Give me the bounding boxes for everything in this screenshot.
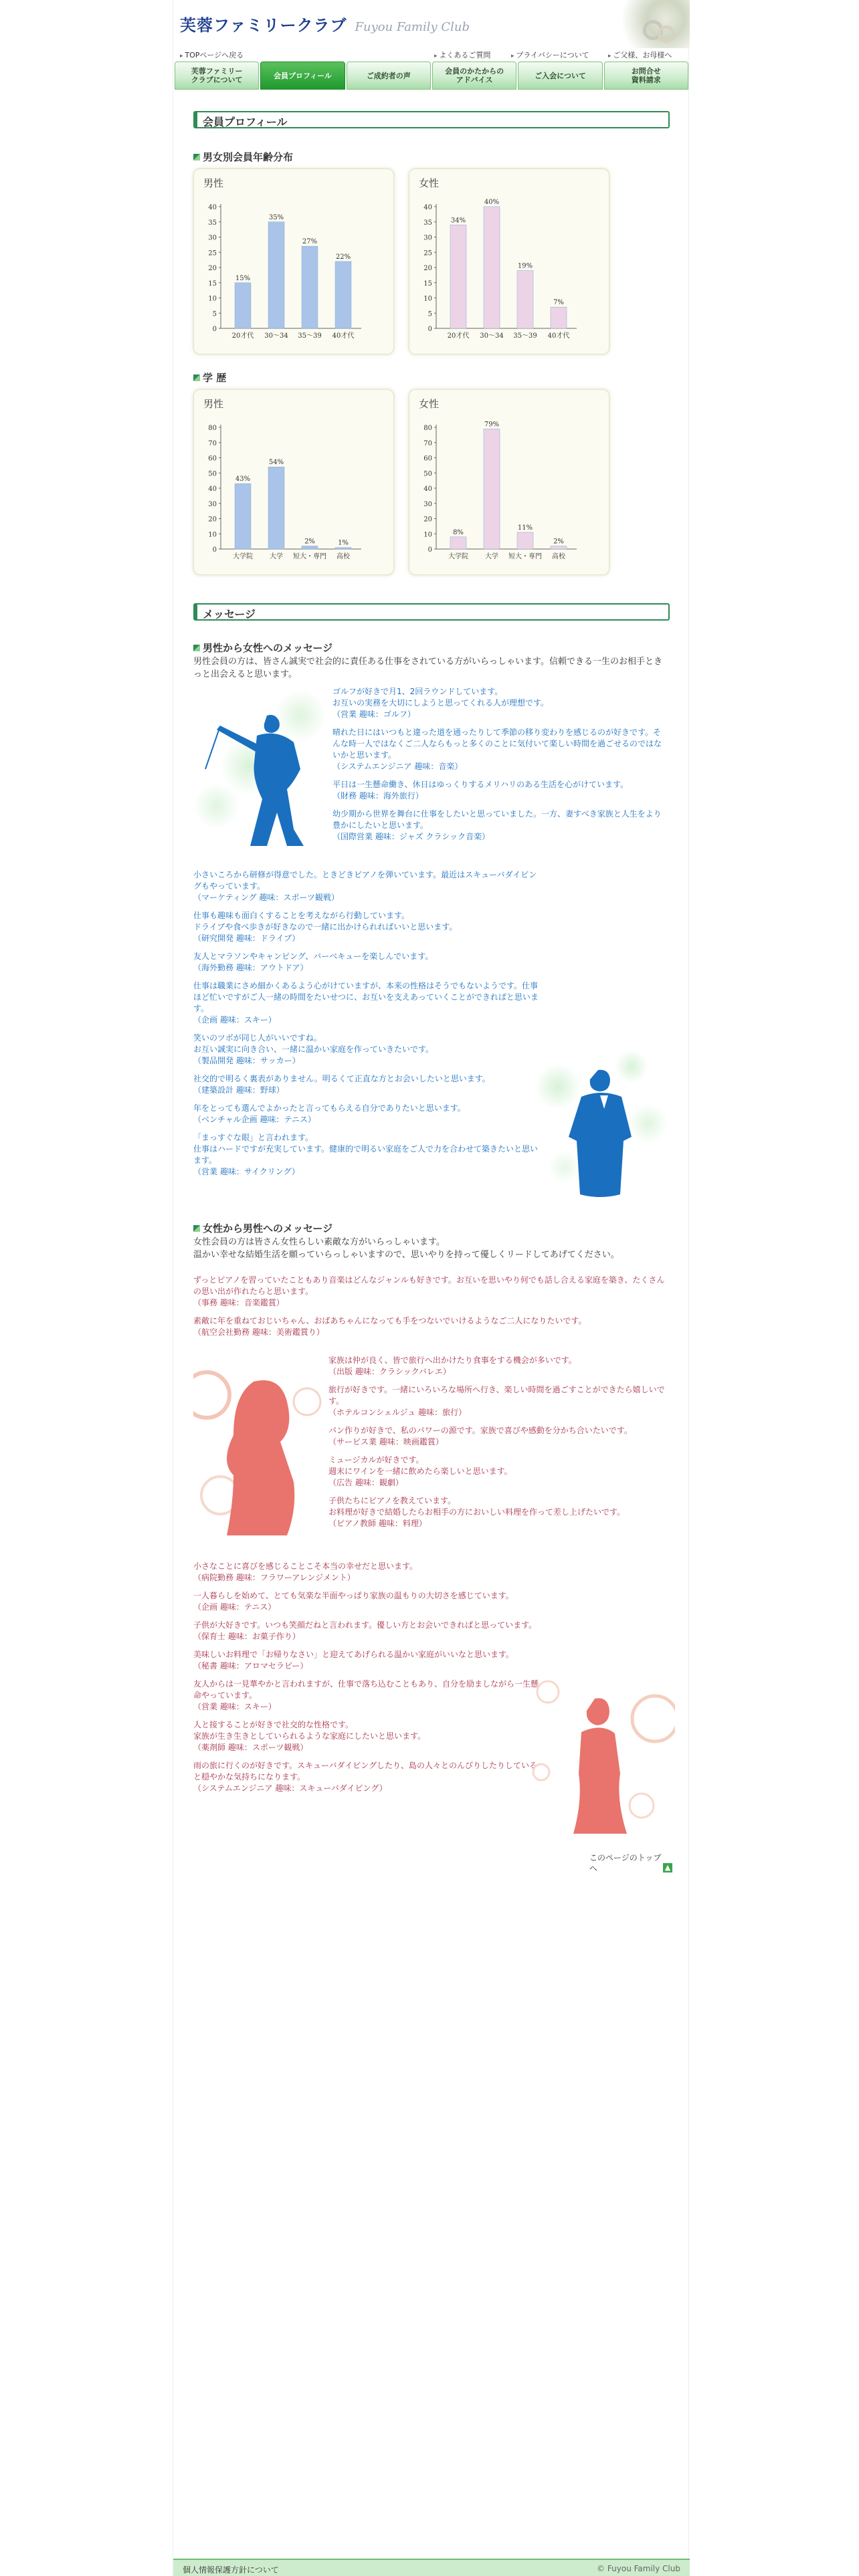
y-tick-label: 60 <box>208 455 217 463</box>
y-tick-label: 10 <box>423 295 432 303</box>
data-label: 2% <box>553 538 564 546</box>
male-message-0: 小さいころから研修が得意でした。ときどきピアノを弾いています。最近はスキューバダイビングもやっています。 （マーケティング 趣味：スポーツ観戦） <box>193 870 537 902</box>
parents-link[interactable]: ▸ ご父様、お母様へ <box>608 49 672 60</box>
logo-english: Fuyou Family Club <box>355 20 470 34</box>
faq-link[interactable]: ▸ よくあるご質問 <box>434 49 490 60</box>
y-tick-label: 20 <box>208 265 217 272</box>
footer <box>173 2559 690 2576</box>
chart-age-male-svg <box>194 169 395 355</box>
data-label: 35% <box>268 213 284 221</box>
male-messages-left <box>193 869 541 1184</box>
y-tick-label: 30 <box>423 500 432 508</box>
copyright: © Fuyou Family Club <box>597 2564 680 2573</box>
bar <box>517 271 533 328</box>
category-label: 高校 <box>337 553 350 560</box>
category-label: 35〜39 <box>513 332 537 340</box>
data-label: 2% <box>304 538 315 546</box>
category-label: 40才代 <box>332 332 355 340</box>
female-message-5: 人と接することが好きで社交的な性格です。 家族が生き生きとしていられるような家庭にしたいと思います。 （薬剤師 趣味：スポーツ観戦） <box>193 1720 426 1752</box>
female-messages-top <box>193 1275 670 1345</box>
page <box>173 0 689 2576</box>
category-label: 40才代 <box>547 332 570 340</box>
category-label: 大学 <box>485 553 498 560</box>
privacy-policy-link[interactable]: 個人情報保護方針について <box>183 2565 279 2575</box>
data-label: 15% <box>235 274 251 282</box>
category-label: 大学 <box>270 553 283 560</box>
to-top-link[interactable]: このページのトップへ <box>589 1853 662 1873</box>
male-message-3: 幼少期から世界を舞台に仕事をしたいと思っていました。一方、妻すべき家族と人生をより豊かにしたいと思います。 （国際営業 趣味：ジャズ クラシック音楽） <box>332 809 662 841</box>
bar <box>335 548 351 549</box>
female-message-2: パン作りが好きで、私のパワーの源です。家族で喜びや感動を分かち合いたいです。 （サービス業 趣味：映画鑑賞） <box>328 1426 632 1446</box>
female-message-0: ずっとピアノを習っていたこともあり音楽はどんなジャンルも好きです。お互いを思いやり何でも話し合える家庭を築き、たくさんの思い出が作れたらと思います。 （事務 趣味：音楽鑑賞） <box>193 1275 665 1307</box>
data-label: 22% <box>335 253 351 261</box>
profile-section-title: 会員プロフィール <box>193 111 670 128</box>
y-tick-label: 50 <box>208 470 217 478</box>
y-tick-label: 25 <box>208 249 217 257</box>
female-message-3: ミュージカルが好きです。 週末にワインを一緒に飲めたら楽しいと思います。 （広告 趣味：観劇） <box>328 1455 512 1487</box>
y-tick-label: 0 <box>212 546 217 554</box>
message-section-title: メッセージ <box>193 603 670 621</box>
bar <box>551 546 567 549</box>
data-label: 43% <box>235 475 251 484</box>
male-message-7: 「まっすぐな眼」と言われます。 仕事はハードですが充実しています。健康的で明るい家庭をご人で力を合わせて築きたいと思います。 （営業 趣味：サイクリング） <box>193 1133 539 1176</box>
golfer-illustration <box>193 682 341 849</box>
y-tick-label: 50 <box>423 470 432 478</box>
chart-title: 男性 <box>203 398 224 410</box>
female-message-2: 子供が大好きです。いつも笑顔だねと言われます。優しい方とお会いできればと思っています。 （保育士 趣味：お菓子作り） <box>193 1620 537 1641</box>
education-title: 学 歴 <box>193 370 226 385</box>
privacy-link[interactable]: ▸ プライバシーについて <box>511 49 589 60</box>
male-messages-right <box>332 686 667 849</box>
y-tick-label: 0 <box>427 326 432 333</box>
y-tick-label: 40 <box>423 486 432 493</box>
businessman-illustration <box>535 1043 668 1210</box>
female-message-3: 美味しいお料理で「お帰りなさい」と迎えてあげられる温かい家庭がいいなと思います。 （秘書 趣味：アロマセラピー） <box>193 1650 514 1671</box>
male-message-2: 平日は一生懸命働き、休日はゆっくりするメリハリのある生活を心がけています。 （財務 趣味：海外旅行） <box>332 780 629 800</box>
logo-japanese: 芙蓉ファミリークラブ <box>180 16 347 35</box>
female-message-4: 子供たちにピアノを教えています。 お料理が好きで結婚したらお相手の方においしい料理を作って差し上げたいです。 （ピアノ教師 趣味：料理） <box>328 1496 626 1528</box>
category-label: 30〜34 <box>264 332 288 340</box>
male-message-2: 友人とマラソンやキャンピング、バーベキューを楽しんでいます。 （海外勤務 趣味：アウトドア） <box>193 952 434 972</box>
female-message-4: 友人からは一見華やかと言われますが、仕事で落ち込むこともあり、自分を励ましながら一生懸命やっています。 （営業 趣味：スキー） <box>193 1679 539 1711</box>
y-tick-label: 0 <box>427 546 432 554</box>
category-label: 35〜39 <box>298 332 322 340</box>
bar <box>484 207 500 328</box>
y-tick-label: 10 <box>208 531 217 539</box>
category-label: 大学院 <box>233 553 253 560</box>
logo[interactable] <box>180 12 470 35</box>
nav-about[interactable]: 芙蓉ファミリー クラブについて <box>175 62 259 90</box>
y-tick-label: 5 <box>212 310 217 318</box>
y-tick-label: 30 <box>208 234 217 242</box>
bar <box>484 429 500 549</box>
y-tick-label: 10 <box>423 531 432 539</box>
y-tick-label: 40 <box>423 204 432 211</box>
y-tick-label: 60 <box>423 455 432 463</box>
back-top-link[interactable]: ▸ TOPページへ戻る <box>180 49 244 60</box>
y-tick-label: 30 <box>208 500 217 508</box>
female-message-1: 旅行が好きです。一緒にいろいろな場所へ行き、楽しい時間を過ごすことができたら嬉しいです。 （ホテルコンシェルジュ 趣味：旅行） <box>328 1385 665 1417</box>
bar <box>302 246 318 328</box>
data-label: 7% <box>553 299 564 307</box>
data-label: 1% <box>338 539 349 547</box>
category-label: 30〜34 <box>480 332 504 340</box>
nav-voices[interactable]: ご成約者の声 <box>347 62 431 90</box>
y-tick-label: 70 <box>423 439 432 447</box>
male-message-5: 社交的で明るく裏表がありません。明るくて正直な方とお会いしたいと思います。 （建築設計 趣味：野球） <box>193 1074 490 1095</box>
data-label: 40% <box>484 199 500 206</box>
male-message-1: 仕事も趣味も面白くすることを考えながら行動しています。 ドライブや食べ歩きが好きなので一緒に出かけられればいいと思います。 （研究開発 趣味：ドライブ） <box>193 911 458 943</box>
bar <box>517 532 533 549</box>
rings-image <box>609 0 690 48</box>
category-label: 大学院 <box>448 553 468 560</box>
data-label: 27% <box>302 238 318 246</box>
y-tick-label: 0 <box>212 326 217 333</box>
male-message-6: 年をとっても選んでよかったと言ってもらえる自分でありたいと思います。 （ベンチャル企画 趣味：テニス） <box>193 1103 466 1124</box>
utility-links <box>173 48 690 60</box>
bar <box>268 467 284 549</box>
category-label: 20才代 <box>447 332 470 340</box>
male-message-4: 笑いのツボが同じ人がいいですね。 お互い誠実に向き合い、一緒に温かい家庭を作っていきたいです。 （製品開発 趣味：サッカー） <box>193 1033 434 1065</box>
female-message-1: 一人暮らしを始めて、とても気楽な半面やっぱり家族の温もりの大切さを感じています。 （企画 趣味：テニス） <box>193 1591 514 1612</box>
nav-advice[interactable]: 会員のかたからの アドバイス <box>432 62 516 90</box>
male-message-0: ゴルフが好きで月1、2回ラウンドしています。 お互いの実務を大切にしようと思ってくれる人が理想です。 （営業 趣味：ゴルフ） <box>332 687 549 719</box>
bar <box>335 261 351 328</box>
bar <box>551 307 567 328</box>
female-message-0: 小さなことに喜びを感じることこそ本当の幸せだと思います。 （病院勤務 趣味：フラワーアレンジメント） <box>193 1562 418 1582</box>
category-label: 短大・専門 <box>293 553 326 560</box>
category-label: 短大・専門 <box>508 553 542 560</box>
data-label: 34% <box>450 217 466 225</box>
y-tick-label: 15 <box>423 280 432 288</box>
female-message-title: 女性から男性へのメッセージ <box>193 1221 332 1235</box>
y-tick-label: 25 <box>423 249 432 257</box>
female-messages-right <box>328 1355 670 1536</box>
woman-illustration <box>193 1355 327 1542</box>
y-tick-label: 80 <box>208 425 217 432</box>
y-tick-label: 30 <box>423 234 432 242</box>
male-intro: 男性会員の方は、皆さん誠実で社会的に責任ある仕事をされている方がいらっしゃいます。信頼できる一生のお相手ときっと出会えると思います。 <box>193 657 662 679</box>
female-messages-left <box>193 1561 541 1801</box>
y-tick-label: 80 <box>423 425 432 432</box>
y-tick-label: 70 <box>208 439 217 447</box>
y-tick-label: 20 <box>423 265 432 272</box>
bar <box>235 484 251 549</box>
header <box>173 0 690 48</box>
male-message-title: 男性から女性へのメッセージ <box>193 641 332 655</box>
male-message-3: 仕事は職業にさめ細かくあるよう心がけていますが、本来の性格はそうでもないようです。仕事ほど忙いですがご人一緒の時間をたいせつに、お互いを支えあっていくことができればと思います。 （企画 趣味：スキー） <box>193 981 539 1025</box>
arrow-up-icon[interactable]: ▲ <box>663 1863 672 1872</box>
y-tick-label: 20 <box>423 516 432 524</box>
female-intro: 女性会員の方は皆さん女性らしい素敵な方がいらっしゃいます。 温かい幸せな結婚生活を願っていらっしゃいますので、思いやりを持って優しくリードしてあげてください。 <box>193 1237 619 1260</box>
data-label: 19% <box>517 262 533 270</box>
bar <box>235 283 251 328</box>
y-tick-label: 40 <box>208 204 217 211</box>
bar <box>450 225 466 328</box>
data-label: 54% <box>268 459 284 467</box>
female-message-0: 家族は仲が良く、皆で旅行へ出かけたり食事をする機会が多いです。 （出版 趣味：クラシックバレエ） <box>328 1356 577 1376</box>
female-message-1: 素敵に年を重ねておじいちゃん、おばあちゃんになっても手をつないでいけるようなご二人になりたいです。 （航空会社勤務 趣味：美術鑑賞り） <box>193 1316 587 1337</box>
chart-age-male <box>193 169 394 354</box>
y-tick-label: 35 <box>423 219 432 227</box>
y-tick-label: 40 <box>208 486 217 493</box>
female-message-6: 雨の旅に行くのが好きです。スキューバダイビングしたり、島の人々とのんびりしたりしていると穏やかな気持ちになります。 （システムエンジニア 趣味：スキューバダイビング） <box>193 1761 537 1793</box>
chart-edu-female-svg <box>409 390 610 576</box>
data-label: 79% <box>484 421 500 429</box>
chart-title: 男性 <box>203 177 224 189</box>
chart-edu-male <box>193 389 394 575</box>
woman-standing-illustration <box>528 1672 675 1846</box>
chart-edu-female <box>409 389 609 575</box>
data-label: 11% <box>517 524 533 532</box>
y-tick-label: 35 <box>208 219 217 227</box>
nav-join[interactable]: ご入会について <box>518 62 602 90</box>
data-label: 8% <box>453 528 464 536</box>
bar <box>268 222 284 328</box>
category-label: 20才代 <box>231 332 254 340</box>
age-distribution-title: 男女別会員年齢分布 <box>193 150 293 164</box>
y-tick-label: 10 <box>208 295 217 303</box>
chart-age-female-svg <box>409 169 610 355</box>
bar <box>450 537 466 549</box>
chart-edu-male-svg <box>194 390 395 576</box>
bar <box>302 546 318 549</box>
y-tick-label: 20 <box>208 516 217 524</box>
main-nav <box>173 62 690 90</box>
y-tick-label: 5 <box>427 310 432 318</box>
nav-profile[interactable]: 会員プロフィール <box>260 62 345 90</box>
nav-contact[interactable]: お問合せ 資料請求 <box>604 62 688 90</box>
male-message-1: 晴れた日にはいつもと違った道を通ったりして季節の移り変わりを感じるのが好きです。そんな時一人ではなくご二人ならもっと多くのことに気付いて楽しい時間を過ごせるのではないかと思います。 （システムエンジニア 趣味：音楽） <box>332 728 662 771</box>
ring-icon <box>658 25 675 43</box>
category-label: 高校 <box>552 553 565 560</box>
chart-age-female <box>409 169 609 354</box>
y-tick-label: 15 <box>208 280 217 288</box>
chart-title: 女性 <box>419 177 440 189</box>
chart-title: 女性 <box>419 398 440 410</box>
